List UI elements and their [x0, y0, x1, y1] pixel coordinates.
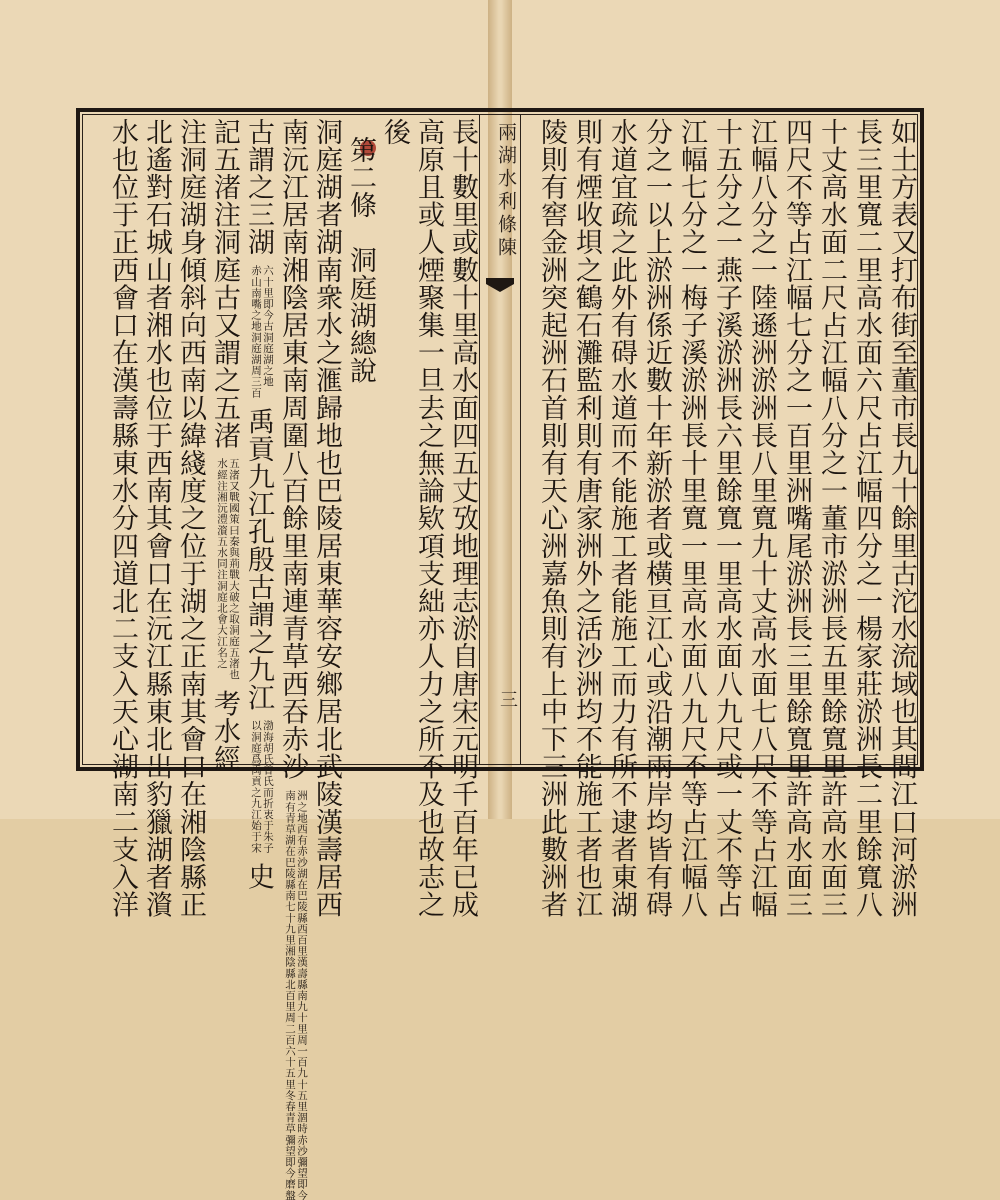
- annotation-note: 洲之地西有赤沙湖在巴陵縣西百里漢壽縣南九十里周一百九十五里涸時赤沙彌望即今: [296, 789, 308, 1200]
- annotation-note: 五渚又戰國策曰秦與荊戰大破之取洞庭五渚也: [228, 458, 240, 681]
- text-column: 後: [379, 118, 410, 146]
- text-column: 十丈高水面二尺占江幅八分之一董市淤洲長五里餘寬里許高水面三: [816, 118, 847, 919]
- text-run: 記五渚注洞庭古又謂之五渚: [209, 118, 240, 450]
- annotation-note: 赤山南嘴之地洞庭湖周三百: [250, 265, 262, 399]
- text-column: 長三里寬二里高水面六尺占江幅四分之一楊家莊淤洲長二里餘寬八: [851, 118, 882, 919]
- text-column: 如土方表又打布街至董市長九十餘里古沱水流域也其間江口河淤洲: [886, 118, 917, 919]
- text-column: 四尺不等占江幅七分之一百里洲嘴尾淤洲長三里餘寬里許高水面三: [781, 118, 812, 919]
- text-column: 江幅八分之一陸遜洲淤洲長八里寬九十丈高水面七八尺不等占江幅: [746, 118, 777, 919]
- annotation-note: 南有青草湖在巴陵縣南七十九里湘陰縣北百里周二百六十五里冬春青草彌望即今磨盤: [284, 789, 296, 1200]
- text-run: 古謂之三湖: [243, 118, 274, 256]
- text-column: [242, 118, 274, 891]
- text-column: 高原且或人煙聚集一旦去之無論欵項支絀亦人力之所不及也故志之: [413, 118, 444, 919]
- text-column: 長十數里或數十里高水面四五丈攷地理志淤自唐宋元明千百年已成: [447, 118, 478, 919]
- text-column: 洞庭湖者湖南衆水之滙歸地也巴陵居東華容安鄉居北武陵漢壽居西: [311, 118, 342, 919]
- text-column: [208, 118, 240, 773]
- text-column: 分之一以上淤洲係近數十年新淤者或橫亘江心或沿潮兩岸均皆有碍: [641, 118, 672, 919]
- book-title: 兩湖水利條陳: [495, 122, 517, 260]
- annotation-note: 六十里即今古洞庭湖之地: [262, 265, 274, 388]
- text-column: 陵則有窖金洲突起洲石首則有天心洲嘉魚則有上中下三洲此數洲者: [536, 118, 567, 919]
- text-run: 南沅江居南湘陰居東南周圍八百餘里南連青草西吞赤沙: [277, 118, 308, 781]
- text-column: 則有煙收垻之鶴石灘監利則有唐家洲外之活沙洲均不能施工者也江: [571, 118, 602, 919]
- section-heading: 第二條 洞庭湖總說: [345, 136, 376, 385]
- text-column: 北遙對石城山者湘水也位于西南其會口在沅江縣東北出豹獵湖者澬: [141, 118, 172, 919]
- center-column: [479, 114, 521, 765]
- text-column: 江幅七分之一梅子溪淤洲長十里寬一里高水面八九尺不等占江幅八: [676, 118, 707, 919]
- annotation-note: 以洞庭爲禹貢之九江始于宋: [250, 720, 262, 854]
- text-run: 考水經: [209, 689, 240, 773]
- text-column: 十五分之一燕子溪淤洲長六里餘寬一里高水面八九尺或一丈不等占: [711, 118, 742, 919]
- folio-number: 三: [497, 690, 518, 708]
- text-column: 水也位于正西會口在漢壽縣東水分四道北二支入天心湖南二支入洋: [107, 118, 138, 919]
- annotation-note: 渤海胡氏曾氏而折衷于朱子: [262, 720, 274, 854]
- text-column: 注洞庭湖身傾斜向西南以緯綫度之位于湖之正南其會口在湘陰縣正: [175, 118, 206, 919]
- text-run: 史: [243, 862, 274, 891]
- fishtail-mark-icon: [486, 278, 514, 296]
- text-column: 水道宜疏之此外有碍水道而不能施工者能施工而力有所不逮者東湖: [606, 118, 637, 919]
- text-run: 禹貢九江孔殷古謂之九江: [243, 407, 274, 712]
- text-column: [276, 118, 308, 1200]
- annotation-note: 水經注湘沅澧澬五水同注洞庭北會大江名之: [216, 458, 228, 670]
